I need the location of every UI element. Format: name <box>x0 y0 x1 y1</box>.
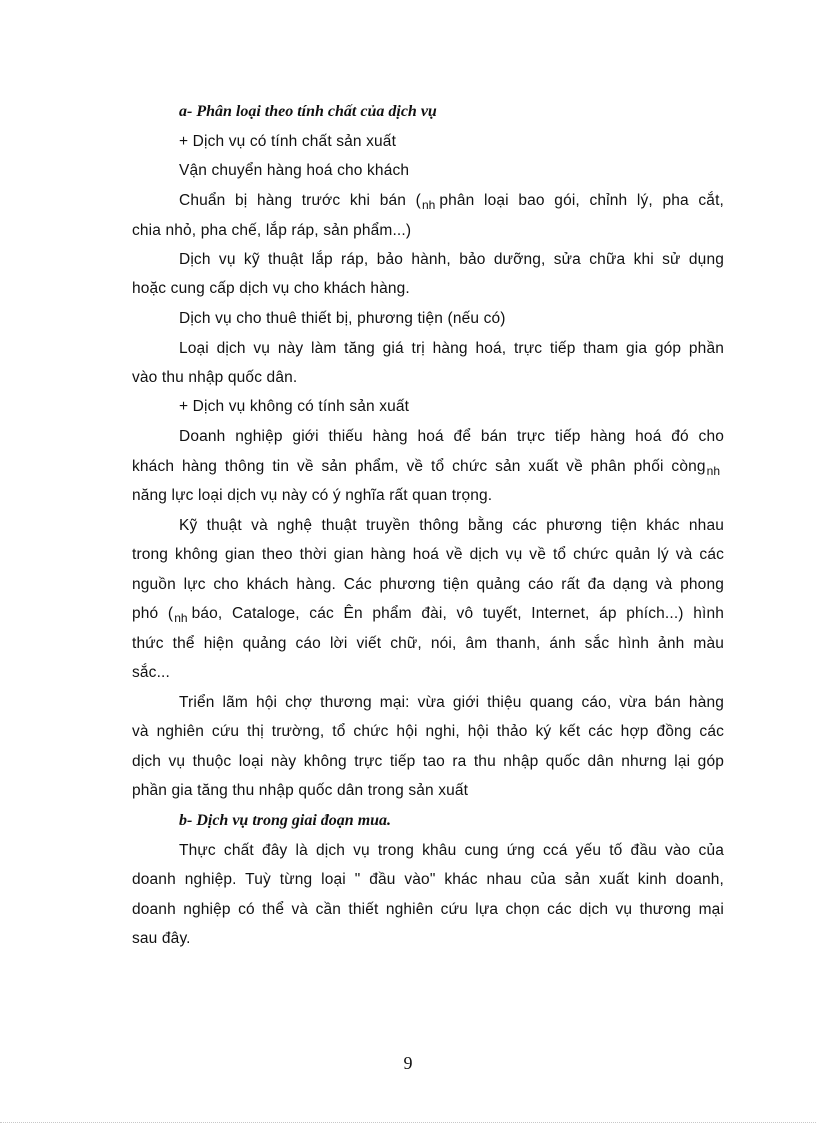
text-segment: phó ( <box>132 605 174 622</box>
paragraph-line: vào thu nhập quốc dân. <box>132 369 298 386</box>
paragraph-line: trong không gian theo thời gian hàng hoá về dịch vụ về tổ chức quản lý và các <box>132 546 724 563</box>
paragraph-line: và nghiên cứu thị trường, tổ chức hội nghi, hội thảo ký kết các hợp đồng các <box>132 723 724 740</box>
paragraph-line: năng lực loại dịch vụ này có ý nghĩa rất quan trọng. <box>132 487 493 504</box>
subscript-fragment: nh <box>706 464 720 478</box>
paragraph-line: Dịch vụ kỹ thuật lắp ráp, bảo hành, bảo dưỡng, sửa chữa khi sử dụng <box>179 251 724 268</box>
paragraph-line: nguồn lực cho khách hàng. Các phương tiện quảng cáo rất đa dạng và phong <box>132 576 724 593</box>
paragraph-line: thức thể hiện quảng cáo lời viết chữ, nói, âm thanh, ánh sắc hình ảnh màu <box>132 635 724 652</box>
paragraph-line: doanh nghiệp. Tuỳ từng loại " đầu vào" khác nhau của sản xuất kinh doanh, <box>132 871 724 888</box>
text-segment: khách hàng thông tin về sản phẩm, về tổ chức sản xuất về phân phối còng <box>132 458 706 475</box>
paragraph-line: Doanh nghiệp giới thiếu hàng hoá để bán trực tiếp hàng hoá đó cho <box>179 428 724 445</box>
subscript-fragment: nh <box>421 198 436 212</box>
paragraph-line: phần gia tăng thu nhập quốc dân trong sản xuất <box>132 782 469 799</box>
paragraph-line: Vận chuyển hàng hoá cho khách <box>179 162 410 179</box>
paragraph-line: hoặc cung cấp dịch vụ cho khách hàng. <box>132 280 410 297</box>
paragraph-line: Kỹ thuật và nghệ thuật truyền thông bằng các phương tiện khác nhau <box>179 517 724 534</box>
section-a-heading: a- Phân loại theo tính chất của dịch vụ <box>179 103 437 120</box>
subscript-fragment: nh <box>174 611 188 625</box>
text-segment: Chuẩn bị hàng trước khi bán ( <box>179 192 421 209</box>
paragraph-line: chia nhỏ, pha chế, lắp ráp, sản phẩm...) <box>132 222 412 239</box>
paragraph-line <box>132 605 724 625</box>
paragraph-line: doanh nghiệp có thể và cần thiết nghiên cứu lựa chọn các dịch vụ thương mại <box>132 901 724 918</box>
paragraph-line: Dịch vụ cho thuê thiết bị, phương tiện (nếu có) <box>179 310 506 327</box>
paragraph-line: + Dịch vụ có tính chất sản xuất <box>179 133 397 150</box>
text-segment: báo, Cataloge, các Ên phẩm đài, vô tuyết, Internet, áp phích...) hình <box>191 605 724 622</box>
paragraph-line: Loại dịch vụ này làm tăng giá trị hàng hoá, trực tiếp tham gia góp phần <box>179 340 724 357</box>
section-b-heading: b- Dịch vụ trong giai đoạn mua. <box>179 812 392 829</box>
paragraph-line: Thực chất đây là dịch vụ trong khâu cung ứng ccá yếu tố đầu vào của <box>179 842 724 859</box>
paragraph-line: Triển lãm hội chợ thương mại: vừa giới thiệu quang cáo, vừa bán hàng <box>179 694 724 711</box>
paragraph-line: sắc... <box>132 664 170 681</box>
text-segment: phân loại bao gói, chỉnh lý, pha cắt, <box>439 192 724 209</box>
paragraph-line: + Dịch vụ không có tính sản xuất <box>179 398 410 415</box>
page-number: 9 <box>403 1053 413 1073</box>
paragraph-line <box>179 192 724 212</box>
paragraph-line: dịch vụ thuộc loại này không trực tiếp tao ra thu nhập quốc dân nhưng lại góp <box>132 753 724 770</box>
paragraph-line <box>132 458 724 478</box>
paragraph-line: sau đây. <box>132 930 191 947</box>
